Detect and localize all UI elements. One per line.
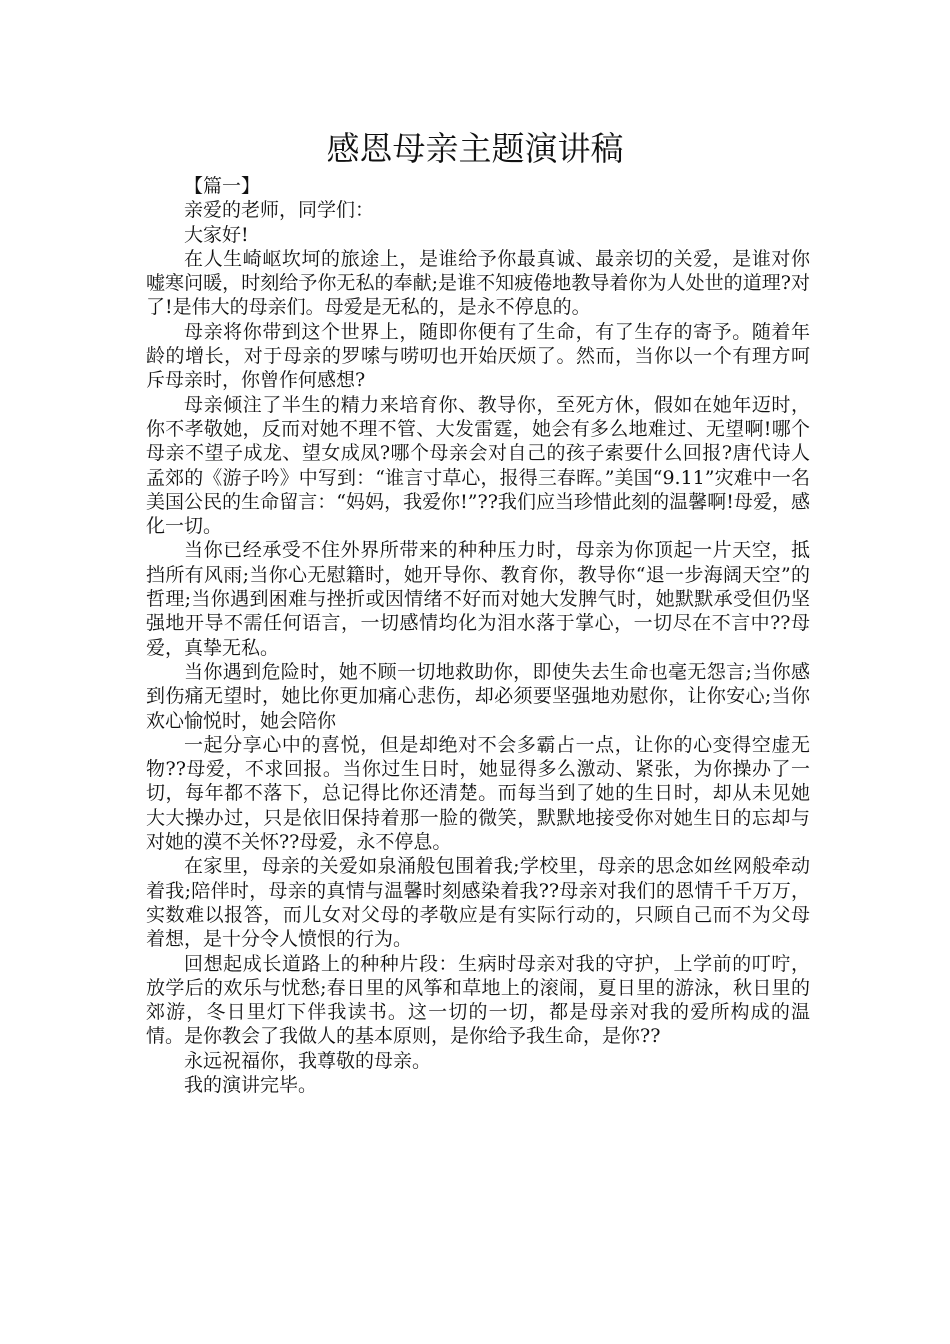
salutation: 亲爱的老师，同学们： (184, 199, 375, 222)
paragraph: 在人生崎岖坎坷的旅途上，是谁给予你最真诚、最亲切的关爱，是谁对你嘘寒问暖，时刻给予你无私的奉献;是谁不知疲倦地教导着你为人处世的道理?对了!是伟大的母亲们。母爱是无私的，是永不停息的。 (146, 247, 810, 319)
greeting: 大家好! (184, 223, 249, 246)
paragraph: 母亲将你带到这个世界上，随即你便有了生命，有了生存的寄予。随着年龄的增长，对于母亲的罗嗦与唠叨也开始厌烦了。然而，当你以一个有理方呵斥母亲时，你曾作何感想? (146, 320, 810, 392)
document-title: 感恩母亲主题演讲稿 (326, 129, 624, 168)
closing-wish: 永远祝福你，我尊敬的母亲。 (184, 1049, 432, 1072)
paragraph: 回想起成长道路上的种种片段：生病时母亲对我的守护，上学前的叮咛，放学后的欢乐与忧愁;春日里的风筝和草地上的滚闹，夏日里的游泳，秋日里的郊游，冬日里灯下伴我读书。这一切的一切，都是母亲对我的爱所构成的温情。是你教会了我做人的基本原则，是你给予我生命，是你?? (146, 952, 810, 1048)
paragraph: 母亲倾注了半生的精力来培育你、教导你，至死方休，假如在她年迈时，你不孝敬她，反而对她不理不管、大发雷霆，她会有多么地难过、无望啊!哪个母亲不望子成龙、望女成凤?哪个母亲会对自己的孩子索要什么回报?唐代诗人孟郊的《游子吟》中写到：“谁言寸草心，报得三春晖。”美国“9.11”灾难中一名美国公民的生命留言：“妈妈，我爱你!”??我们应当珍惜此刻的温馨啊!母爱，感化一切。 (146, 393, 810, 538)
paragraph: 一起分享心中的喜悦，但是却绝对不会多霸占一点，让你的心变得空虚无物??母爱，不求回报。当你过生日时，她显得多么激动、紧张，为你操办了一切，每年都不落下，总记得比你还清楚。而每当到了她的生日时，却从未见她大大操办过，只是依旧保持着那一脸的微笑，默默地接受你对她生日的忘却与对她的漠不关怀??母爱，永不停息。 (146, 733, 810, 854)
paragraph: 当你遇到危险时，她不顾一切地救助你，即使失去生命也毫无怨言;当你感到伤痛无望时，她比你更加痛心悲伤，却必须要坚强地劝慰你，让你安心;当你欢心愉悦时，她会陪你 (146, 660, 810, 732)
section-heading: 【篇一】 (184, 175, 261, 197)
document-body (146, 174, 810, 1097)
paragraph: 当你已经承受不住外界所带来的种种压力时，母亲为你顶起一片天空，抵挡所有风雨;当你心无慰籍时，她开导你、教育你，教导你“退一步海阔天空”的哲理;当你遇到困难与挫折或因情绪不好而对她大发脾气时，她默默承受但仍坚强地开导不需任何语言，一切感情均化为泪水落于掌心，一切尽在不言中??母爱，真挚无私。 (146, 539, 810, 659)
closing-remark: 我的演讲完毕。 (184, 1073, 318, 1096)
paragraph: 在家里，母亲的关爱如泉涌般包围着我;学校里，母亲的思念如丝网般牵动着我;陪伴时，母亲的真情与温馨时刻感染着我??母亲对我们的恩情千千万万，实数难以报答，而儿女对父母的孝敬应是有实际行动的，只顾自己而不为父母着想，是十分令人愤恨的行为。 (146, 855, 810, 951)
